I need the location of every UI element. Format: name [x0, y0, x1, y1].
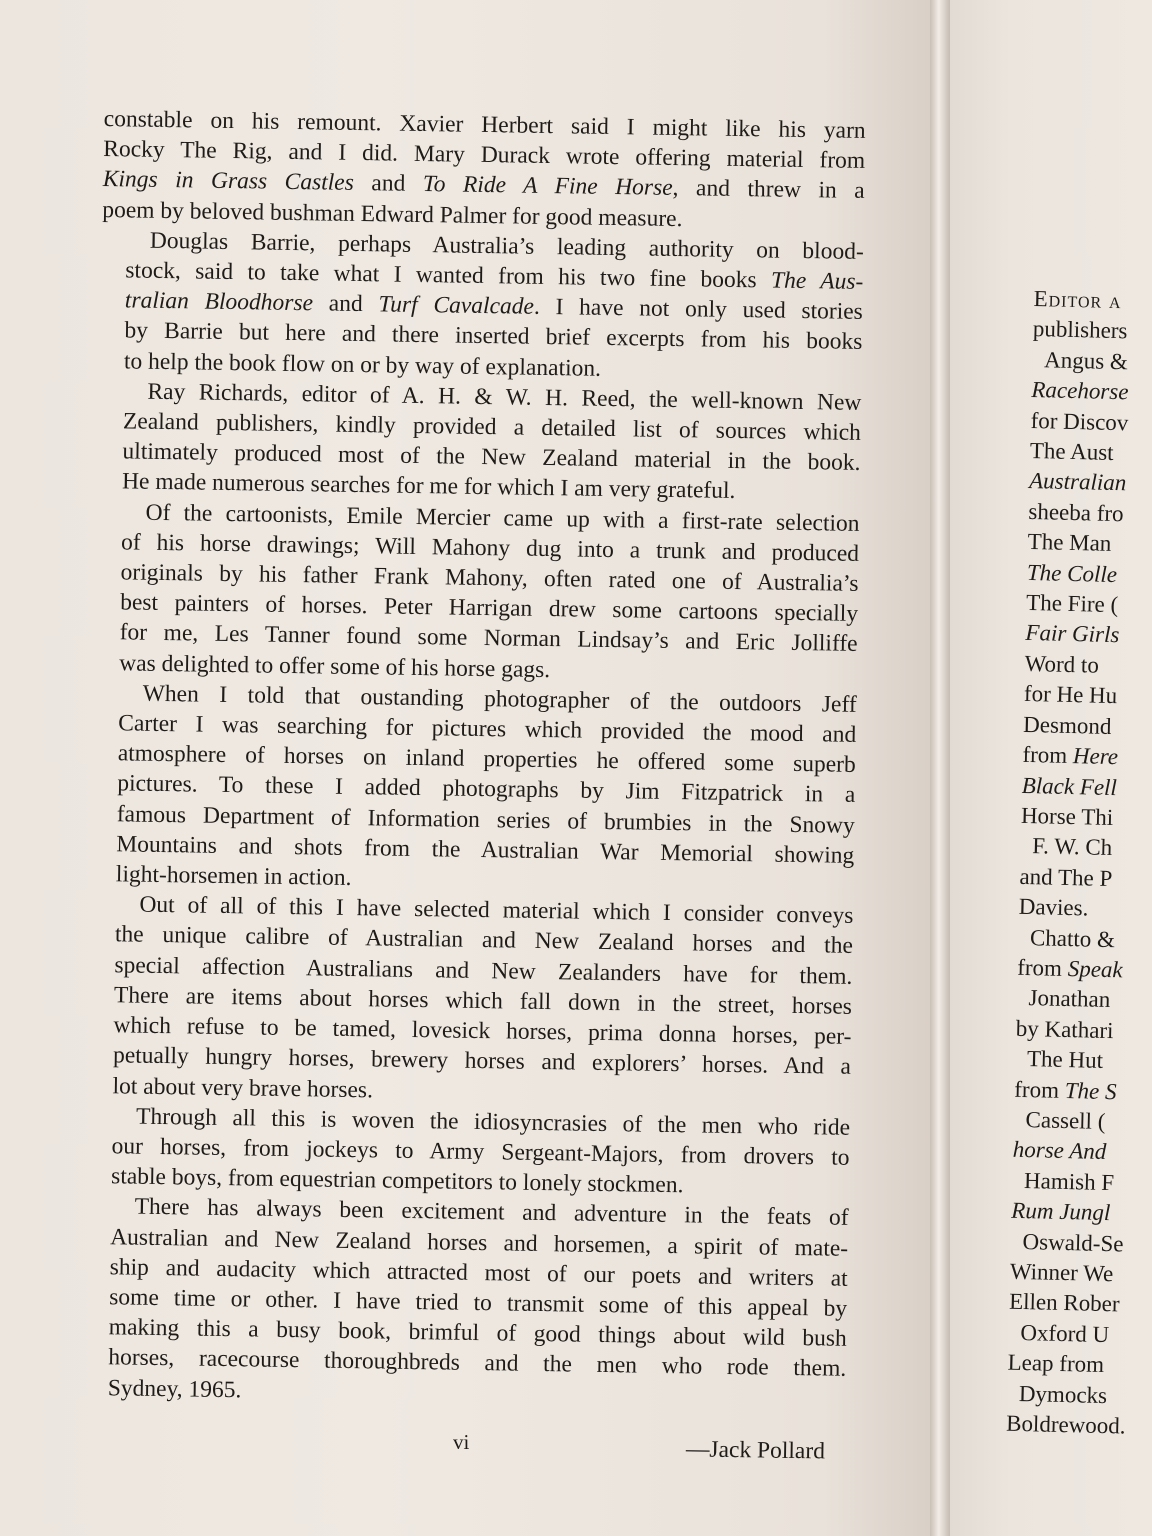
text-line: for me, Les Tanner found some Norman Lindsay’s and Eric Jolliffe [119, 619, 858, 658]
right-page-text [1006, 284, 1152, 1446]
right-page-line: for He Hu [1023, 681, 1118, 709]
text-line: some time or other. I have tried to transmit some of this appeal by [109, 1284, 848, 1322]
text-line: the unique calibre of Australian and New Zealand horses and the [114, 921, 854, 960]
text-line: Carter I was searching for pictures which provided the mood and [118, 710, 857, 748]
paragraph [100, 225, 864, 388]
right-page-line: Black Fell [1021, 772, 1118, 800]
text-line: constable on his remount. Xavier Herbert said I might like his yarn [103, 105, 866, 144]
book-gutter [930, 0, 952, 1536]
text-line: There has always been excitement and adventure in the feats of [134, 1193, 849, 1232]
text-line: Out of all of this I have selected material which I consider conveys [139, 891, 854, 930]
right-page-line: Racehorse [1031, 377, 1129, 405]
text-line: light-horsemen in action. [115, 861, 352, 892]
paragraph [98, 376, 862, 509]
right-page-line: Word to [1024, 650, 1100, 678]
text-line: to help the book flow on or by way of explanation. [123, 347, 602, 382]
text-line: Through all this is woven the idiosyncrasies of the men who ride [135, 1103, 851, 1141]
text-line: lot about very brave horses. [112, 1072, 374, 1103]
text-line: which refuse to be tamed, lovesick horses, prima donna horses, per- [113, 1012, 852, 1050]
right-page-line: Horse Thi [1020, 802, 1114, 830]
right-page-line: Hamish F [1023, 1167, 1115, 1196]
text-line: ultimately produced most of the New Zealand material in the book. [122, 438, 861, 477]
right-page-line: Dymocks [1018, 1380, 1108, 1408]
text-line: horses, racecourse thoroughbreds and the men who rode them. [108, 1344, 847, 1383]
body-text [83, 104, 866, 1467]
right-page-line: Oswald-Se [1022, 1228, 1124, 1257]
right-page-line: Cassell ( [1025, 1107, 1106, 1134]
paragraph [84, 1191, 849, 1414]
right-page-line: from Here [1022, 741, 1119, 770]
text-line: tralian Bloodhorse and Turf Cavalcade. I have not only used stories [124, 287, 864, 326]
text-line: poem by beloved bushman Edward Palmer for good measure. [102, 196, 683, 232]
text-line: stock, said to take what I wanted from his two fine books The Aus- [125, 257, 864, 295]
text-line: Australian and New Zealand horses and horsemen, a spirit of mate- [110, 1223, 849, 1262]
text-line: ship and audacity which attracted most of our poets and writers at [109, 1253, 848, 1292]
right-page-line: Chatto & [1029, 924, 1116, 952]
right-page-line: F. W. Ch [1031, 833, 1113, 861]
text-line: petually hungry horses, brewery horses and explorers’ horses. And a [112, 1042, 852, 1081]
right-page-line: The Fire ( [1025, 589, 1119, 618]
right-page-line: Fair Girls [1025, 620, 1120, 648]
text-line: best painters of horses. Peter Harrigan drew some cartoons specially [119, 589, 859, 628]
right-page-line: Boldrewood. [1005, 1410, 1126, 1439]
right-page-line: from Speak [1016, 954, 1123, 983]
text-line: Kings in Grass Castles and To Ride A Fine Horse, and threw in a [102, 166, 865, 205]
right-page-line: Oxford U [1020, 1319, 1110, 1347]
right-page-line: by Kathari [1015, 1015, 1114, 1043]
text-line: When I told that oustanding photographer of the outdoors Jeff [142, 680, 857, 718]
text-line: Of the cartoonists, Emile Mercier came up with a first-rate selection [145, 499, 860, 537]
right-page-line: sheeba fro [1028, 498, 1124, 527]
text-line: stable boys, from equestrian competitors to lonely stockmen. [110, 1163, 684, 1199]
paragraph [102, 104, 866, 237]
right-page-line: Jonathan [1028, 985, 1111, 1013]
right-page-line: Winner We [1009, 1258, 1114, 1287]
right-page-line: Australian [1028, 468, 1127, 496]
author-signature: —Jack Pollard [685, 1436, 826, 1465]
text-line: by Barrie but here and there inserted brief excerpts from his books [124, 317, 863, 356]
right-page-line: The Man [1027, 529, 1112, 557]
text-line: special affection Australians and New Zealanders have for them. [114, 951, 853, 990]
right-page-line: horse And [1012, 1137, 1107, 1165]
text-line: Mountains and shots from the Australian War Memorial showing [116, 831, 855, 869]
text-line: our horses, from jockeys to Army Sergeant-Majors, from drovers to [111, 1133, 850, 1171]
text-line: He made numerous searches for me for which I am very grateful. [121, 468, 736, 505]
text-line: making this a busy book, brimful of good things about wild bush [108, 1314, 847, 1352]
text-line: Rocky The Rig, and I did. Mary Durack wrote offering material from [103, 136, 866, 175]
right-page-line: Leap from [1007, 1349, 1105, 1378]
paragraph [95, 497, 860, 690]
text-line: of his horse drawings; Will Mahony dug into a trunk and produced [120, 529, 860, 567]
right-page-line: publishers [1032, 316, 1128, 344]
right-page-line: The Hut [1026, 1046, 1104, 1074]
text-line: There are items about horses which fall down in the street, horses [113, 982, 853, 1020]
right-page-line: Desmond [1022, 711, 1112, 739]
right-page-line: The Colle [1026, 559, 1118, 587]
right-page [950, 0, 1152, 1536]
text-line: was delighted to offer some of his horse gags. [119, 649, 551, 683]
paragraph [92, 678, 857, 901]
right-page-line: Angus & [1043, 347, 1129, 375]
right-page-line: from The S [1014, 1076, 1117, 1104]
right-page-line: and The P [1019, 863, 1113, 891]
paragraph [88, 889, 853, 1112]
text-line: Douglas Barrie, perhaps Australia’s leading authority on blood- [149, 227, 864, 265]
text-line: Zealand publishers, kindly provided a detailed list of sources which [122, 408, 862, 446]
text-line: atmosphere of horses on inland properties he offered some superb [117, 740, 856, 779]
text-line: Ray Richards, editor of A. H. & W. H. Reed, the well-known New [147, 378, 862, 416]
text-line: famous Department of Information series of brumbies in the Snowy [116, 800, 855, 839]
right-page-line: Davies. [1018, 893, 1089, 921]
right-page-line: Rum Jungl [1011, 1197, 1111, 1226]
page-number: vi [453, 1430, 470, 1454]
paragraph [87, 1101, 850, 1204]
right-page-line: The Aust [1029, 437, 1114, 466]
text-line: Sydney, 1965. [107, 1374, 242, 1403]
text-line: pictures. To these I added photographs by Jim Fitzpatrick in a [117, 770, 856, 809]
right-page-line: Ellen Rober [1008, 1289, 1120, 1317]
text-line: originals by his father Frank Mahony, often rated one of Australia’s [120, 559, 859, 597]
right-page-line: for Discov [1030, 407, 1129, 435]
right-page-line: Editor a [1033, 285, 1122, 314]
